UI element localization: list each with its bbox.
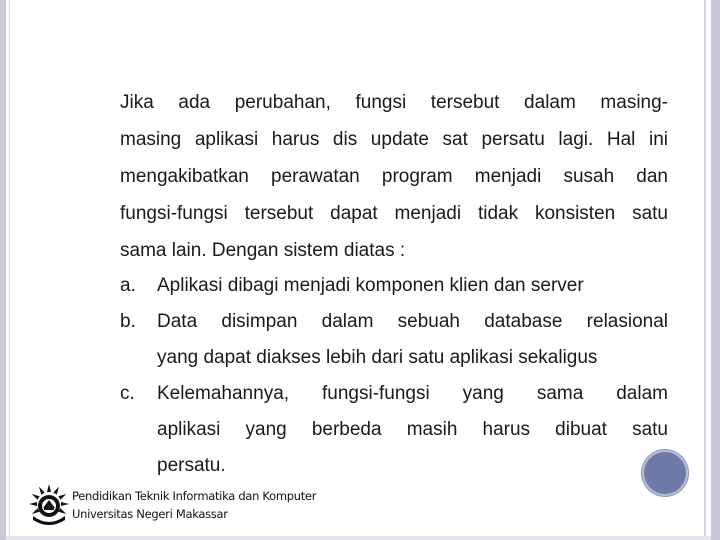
list-marker-c: c. — [120, 383, 135, 404]
list-item-line: aplikasi yang berbeda masih harus dibuat satu — [157, 419, 668, 440]
right-frame-line — [704, 0, 706, 540]
list-item-line: Kelemahannya, fungsi-fungsi yang sama dalam — [157, 383, 668, 404]
bottom-frame-bar — [6, 536, 711, 540]
right-frame-bar — [711, 0, 720, 540]
decorative-circle — [642, 450, 688, 496]
paragraph-line: mengakibatkan perawatan program menjadi susah dan — [120, 166, 668, 187]
list-item-line: Data disimpan dalam sebuah database relasional — [157, 311, 668, 332]
list-item-line: Aplikasi dibagi menjadi komponen klien dan server — [157, 275, 584, 296]
paragraph-line: masing aplikasi harus dis update sat persatu lagi. Hal ini — [120, 129, 668, 150]
list-marker-b: b. — [120, 311, 136, 332]
footer-university-line: Universitas Negeri Makassar — [72, 507, 228, 521]
list-marker-a: a. — [120, 275, 136, 296]
footer-institution-line: Pendidikan Teknik Informatika dan Komputer — [72, 489, 317, 503]
left-frame-bar — [0, 0, 6, 540]
list-item-line: persatu. — [157, 455, 226, 476]
paragraph-line: sama lain. Dengan sistem diatas : — [120, 240, 406, 261]
list-item-line: yang dapat diakses lebih dari satu aplikasi sekaligus — [157, 347, 598, 368]
paragraph-line: fungsi-fungsi tersebut dapat menjadi tidak konsisten satu — [120, 203, 668, 224]
university-logo-icon — [27, 482, 71, 526]
paragraph-line: Jika ada perubahan, fungsi tersebut dalam masing- — [120, 92, 668, 113]
left-frame-line — [9, 0, 10, 540]
